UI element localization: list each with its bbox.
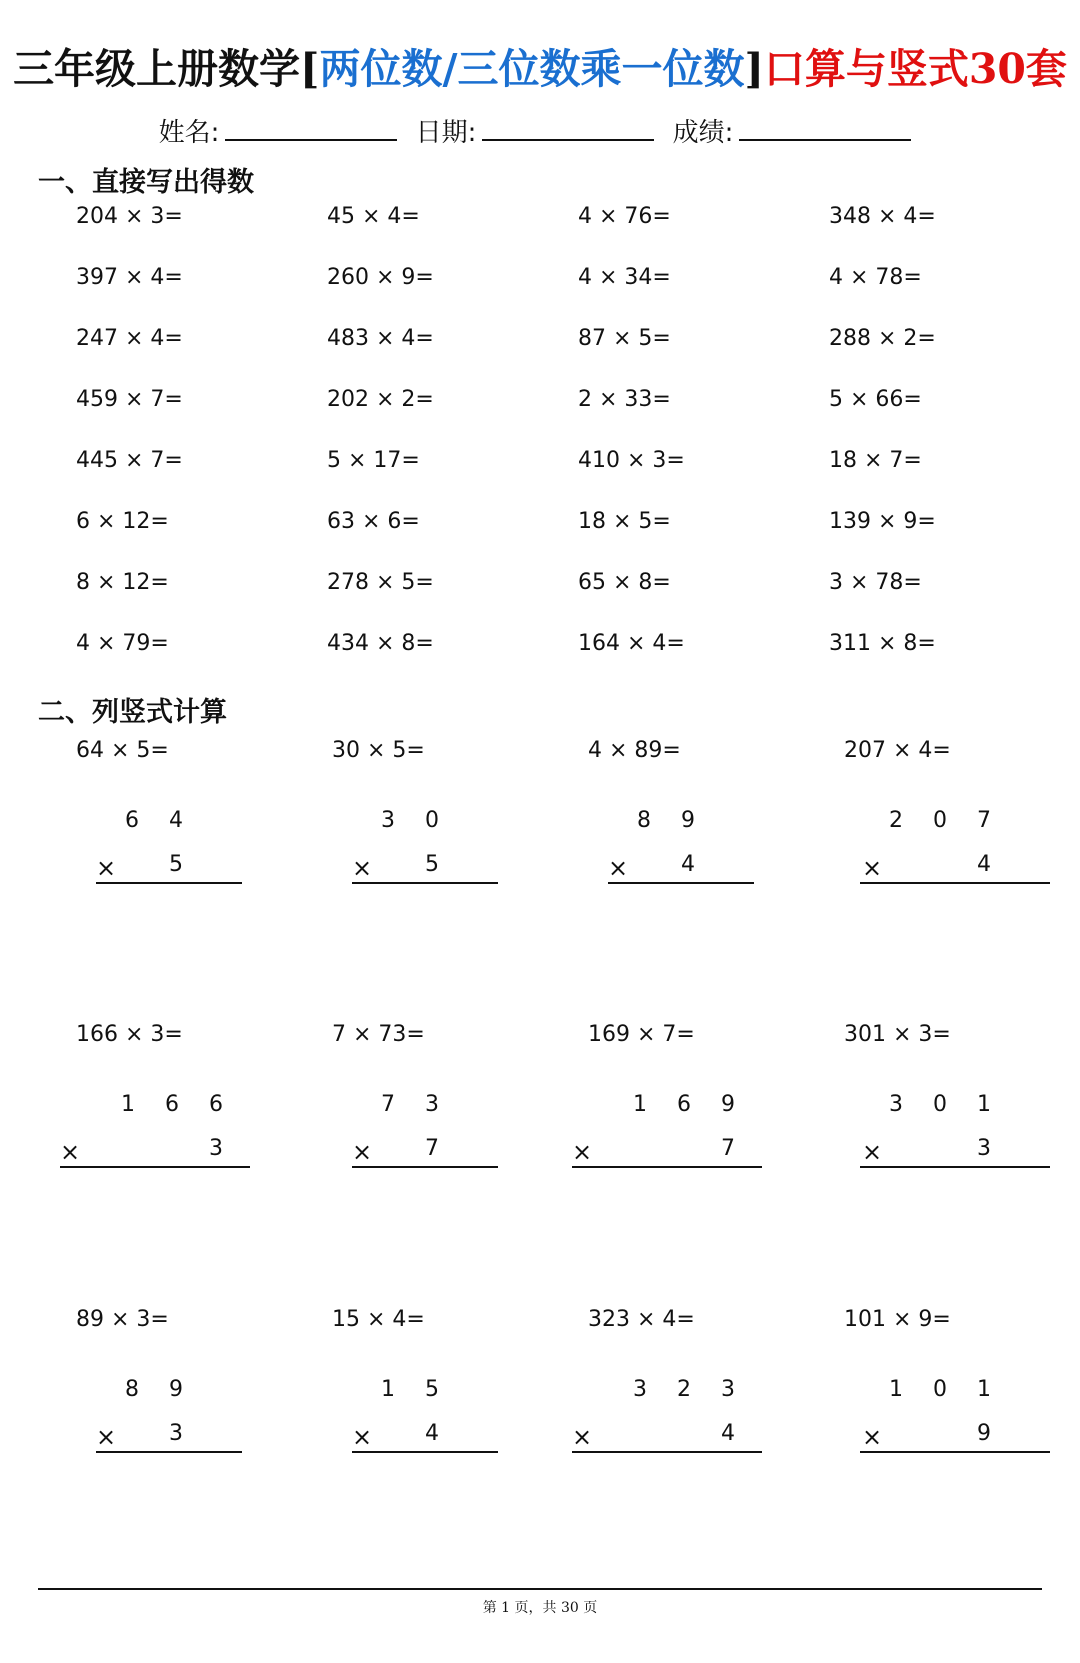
digit: 6	[165, 1092, 179, 1117]
multiplier-digit: 4	[425, 1421, 439, 1446]
vertical-question: 7 × 73=	[332, 1022, 425, 1047]
oral-problem: 445 × 7=	[76, 448, 183, 473]
vertical-question: 166 × 3=	[76, 1022, 183, 1047]
answer-rule	[96, 882, 242, 884]
digit: 7	[381, 1092, 395, 1117]
oral-problem: 63 × 6=	[327, 509, 420, 534]
times-sign: ×	[352, 1138, 373, 1166]
vertical-question: 101 × 9=	[844, 1307, 951, 1332]
digit: 0	[933, 808, 947, 833]
oral-problem: 204 × 3=	[76, 204, 183, 229]
digit: 3	[889, 1092, 903, 1117]
digit: 0	[933, 1092, 947, 1117]
oral-row	[76, 509, 1080, 570]
answer-rule	[608, 882, 754, 884]
oral-problem: 278 × 5=	[327, 570, 434, 595]
oral-problem: 202 × 2=	[327, 387, 434, 412]
multiplicand-digits	[106, 1092, 238, 1117]
oral-problem: 65 × 8=	[578, 570, 671, 595]
oral-row	[76, 387, 1080, 448]
digit: 9	[169, 1377, 183, 1402]
times-sign: ×	[572, 1423, 593, 1451]
section1-title: 一、直接写出得数	[38, 167, 254, 198]
times-sign: ×	[352, 854, 373, 882]
multiplier-digit: 5	[425, 852, 439, 877]
digit: 4	[169, 808, 183, 833]
digit: 7	[977, 808, 991, 833]
digit: 0	[933, 1377, 947, 1402]
answer-rule	[572, 1166, 762, 1168]
vertical-question: 89 × 3=	[76, 1307, 169, 1332]
multiplicand-digits	[366, 1092, 454, 1117]
multiplicand-digits	[622, 808, 710, 833]
digit: 6	[125, 808, 139, 833]
vertical-question: 4 × 89=	[588, 738, 681, 763]
title-part-grade: 三年级上册数学[	[13, 45, 320, 93]
digit: 1	[889, 1377, 903, 1402]
digit: 3	[381, 808, 395, 833]
oral-problem: 2 × 33=	[578, 387, 671, 412]
answer-rule	[572, 1451, 762, 1453]
digit: 3	[721, 1377, 735, 1402]
vertical-question: 64 × 5=	[76, 738, 169, 763]
multiplicand-digits	[874, 1377, 1006, 1402]
multiplicand-digits	[874, 1092, 1006, 1117]
vertical-question: 323 × 4=	[588, 1307, 695, 1332]
answer-rule	[352, 1166, 498, 1168]
multiplicand-digits	[366, 808, 454, 833]
date-label: 日期:	[415, 118, 477, 148]
oral-problem: 5 × 17=	[327, 448, 420, 473]
oral-problem: 459 × 7=	[76, 387, 183, 412]
vertical-question: 30 × 5=	[332, 738, 425, 763]
oral-problem: 3 × 78=	[829, 570, 922, 595]
multiplier-digit: 7	[721, 1136, 735, 1161]
page-footer: 第 1 页，共 30 页	[482, 1600, 598, 1616]
digit: 3	[633, 1377, 647, 1402]
times-sign: ×	[60, 1138, 81, 1166]
answer-rule	[860, 1166, 1050, 1168]
oral-row	[76, 326, 1080, 387]
digit: 2	[677, 1377, 691, 1402]
digit: 6	[677, 1092, 691, 1117]
multiplier-digit: 3	[169, 1421, 183, 1446]
oral-problem: 4 × 76=	[578, 204, 671, 229]
oral-problem: 434 × 8=	[327, 631, 434, 656]
answer-rule	[352, 882, 498, 884]
multiplicand-digits	[366, 1377, 454, 1402]
title-part-bracket: ]	[744, 45, 764, 93]
oral-problem: 483 × 4=	[327, 326, 434, 351]
oral-row	[76, 204, 1080, 265]
digit: 5	[425, 1377, 439, 1402]
student-info-line	[0, 112, 1080, 149]
multiplicand-digits	[110, 808, 198, 833]
answer-rule	[60, 1166, 250, 1168]
oral-row	[76, 448, 1080, 509]
oral-problem: 247 × 4=	[76, 326, 183, 351]
multiplier-digit: 3	[977, 1136, 991, 1161]
times-sign: ×	[96, 1423, 117, 1451]
digit: 0	[425, 808, 439, 833]
digit: 1	[381, 1377, 395, 1402]
times-sign: ×	[862, 854, 883, 882]
multiplier-digit: 5	[169, 852, 183, 877]
oral-calculation-grid	[76, 204, 1080, 692]
digit: 8	[637, 808, 651, 833]
vertical-question: 169 × 7=	[588, 1022, 695, 1047]
oral-problem: 260 × 9=	[327, 265, 434, 290]
oral-problem: 4 × 78=	[829, 265, 922, 290]
multiplier-digit: 7	[425, 1136, 439, 1161]
multiplicand-digits	[874, 808, 1006, 833]
times-sign: ×	[862, 1423, 883, 1451]
date-blank[interactable]	[482, 117, 654, 141]
name-label: 姓名:	[158, 118, 220, 148]
page-title	[0, 36, 1080, 95]
answer-rule	[860, 1451, 1050, 1453]
digit: 8	[125, 1377, 139, 1402]
title-part-topic: 两位数/三位数乘一位数	[319, 45, 745, 93]
oral-problem: 8 × 12=	[76, 570, 169, 595]
oral-problem: 45 × 4=	[327, 204, 420, 229]
multiplier-digit: 4	[977, 852, 991, 877]
oral-problem: 410 × 3=	[578, 448, 685, 473]
times-sign: ×	[352, 1423, 373, 1451]
digit: 9	[721, 1092, 735, 1117]
multiplier-digit: 4	[681, 852, 695, 877]
oral-problem: 4 × 34=	[578, 265, 671, 290]
oral-problem: 311 × 8=	[829, 631, 936, 656]
multiplier-digit: 3	[209, 1136, 223, 1161]
multiplicand-digits	[110, 1377, 198, 1402]
name-blank[interactable]	[225, 117, 397, 141]
digit: 1	[977, 1377, 991, 1402]
oral-problem: 18 × 5=	[578, 509, 671, 534]
oral-row	[76, 631, 1080, 692]
oral-problem: 87 × 5=	[578, 326, 671, 351]
digit: 3	[425, 1092, 439, 1117]
oral-problem: 5 × 66=	[829, 387, 922, 412]
section2-title: 二、列竖式计算	[38, 697, 227, 728]
vertical-question: 15 × 4=	[332, 1307, 425, 1332]
digit: 1	[121, 1092, 135, 1117]
digit: 1	[977, 1092, 991, 1117]
digit: 6	[209, 1092, 223, 1117]
digit: 2	[889, 808, 903, 833]
multiplicand-digits	[618, 1092, 750, 1117]
footer-rule	[38, 1588, 1042, 1590]
oral-problem: 6 × 12=	[76, 509, 169, 534]
oral-problem: 164 × 4=	[578, 631, 685, 656]
answer-rule	[352, 1451, 498, 1453]
oral-problem: 288 × 2=	[829, 326, 936, 351]
multiplier-digit: 4	[721, 1421, 735, 1446]
times-sign: ×	[96, 854, 117, 882]
times-sign: ×	[608, 854, 629, 882]
vertical-question: 301 × 3=	[844, 1022, 951, 1047]
oral-problem: 18 × 7=	[829, 448, 922, 473]
oral-problem: 348 × 4=	[829, 204, 936, 229]
oral-row	[76, 265, 1080, 326]
vertical-question: 207 × 4=	[844, 738, 951, 763]
oral-problem: 397 × 4=	[76, 265, 183, 290]
answer-rule	[96, 1451, 242, 1453]
multiplicand-digits	[618, 1377, 750, 1402]
oral-problem: 139 × 9=	[829, 509, 936, 534]
score-blank[interactable]	[739, 117, 911, 141]
digit: 9	[681, 808, 695, 833]
answer-rule	[860, 882, 1050, 884]
times-sign: ×	[862, 1138, 883, 1166]
multiplier-digit: 9	[977, 1421, 991, 1446]
score-label: 成绩:	[672, 118, 734, 148]
oral-row	[76, 570, 1080, 631]
times-sign: ×	[572, 1138, 593, 1166]
digit: 1	[633, 1092, 647, 1117]
oral-problem: 4 × 79=	[76, 631, 169, 656]
title-part-type: 口算与竖式30套	[763, 45, 1067, 93]
